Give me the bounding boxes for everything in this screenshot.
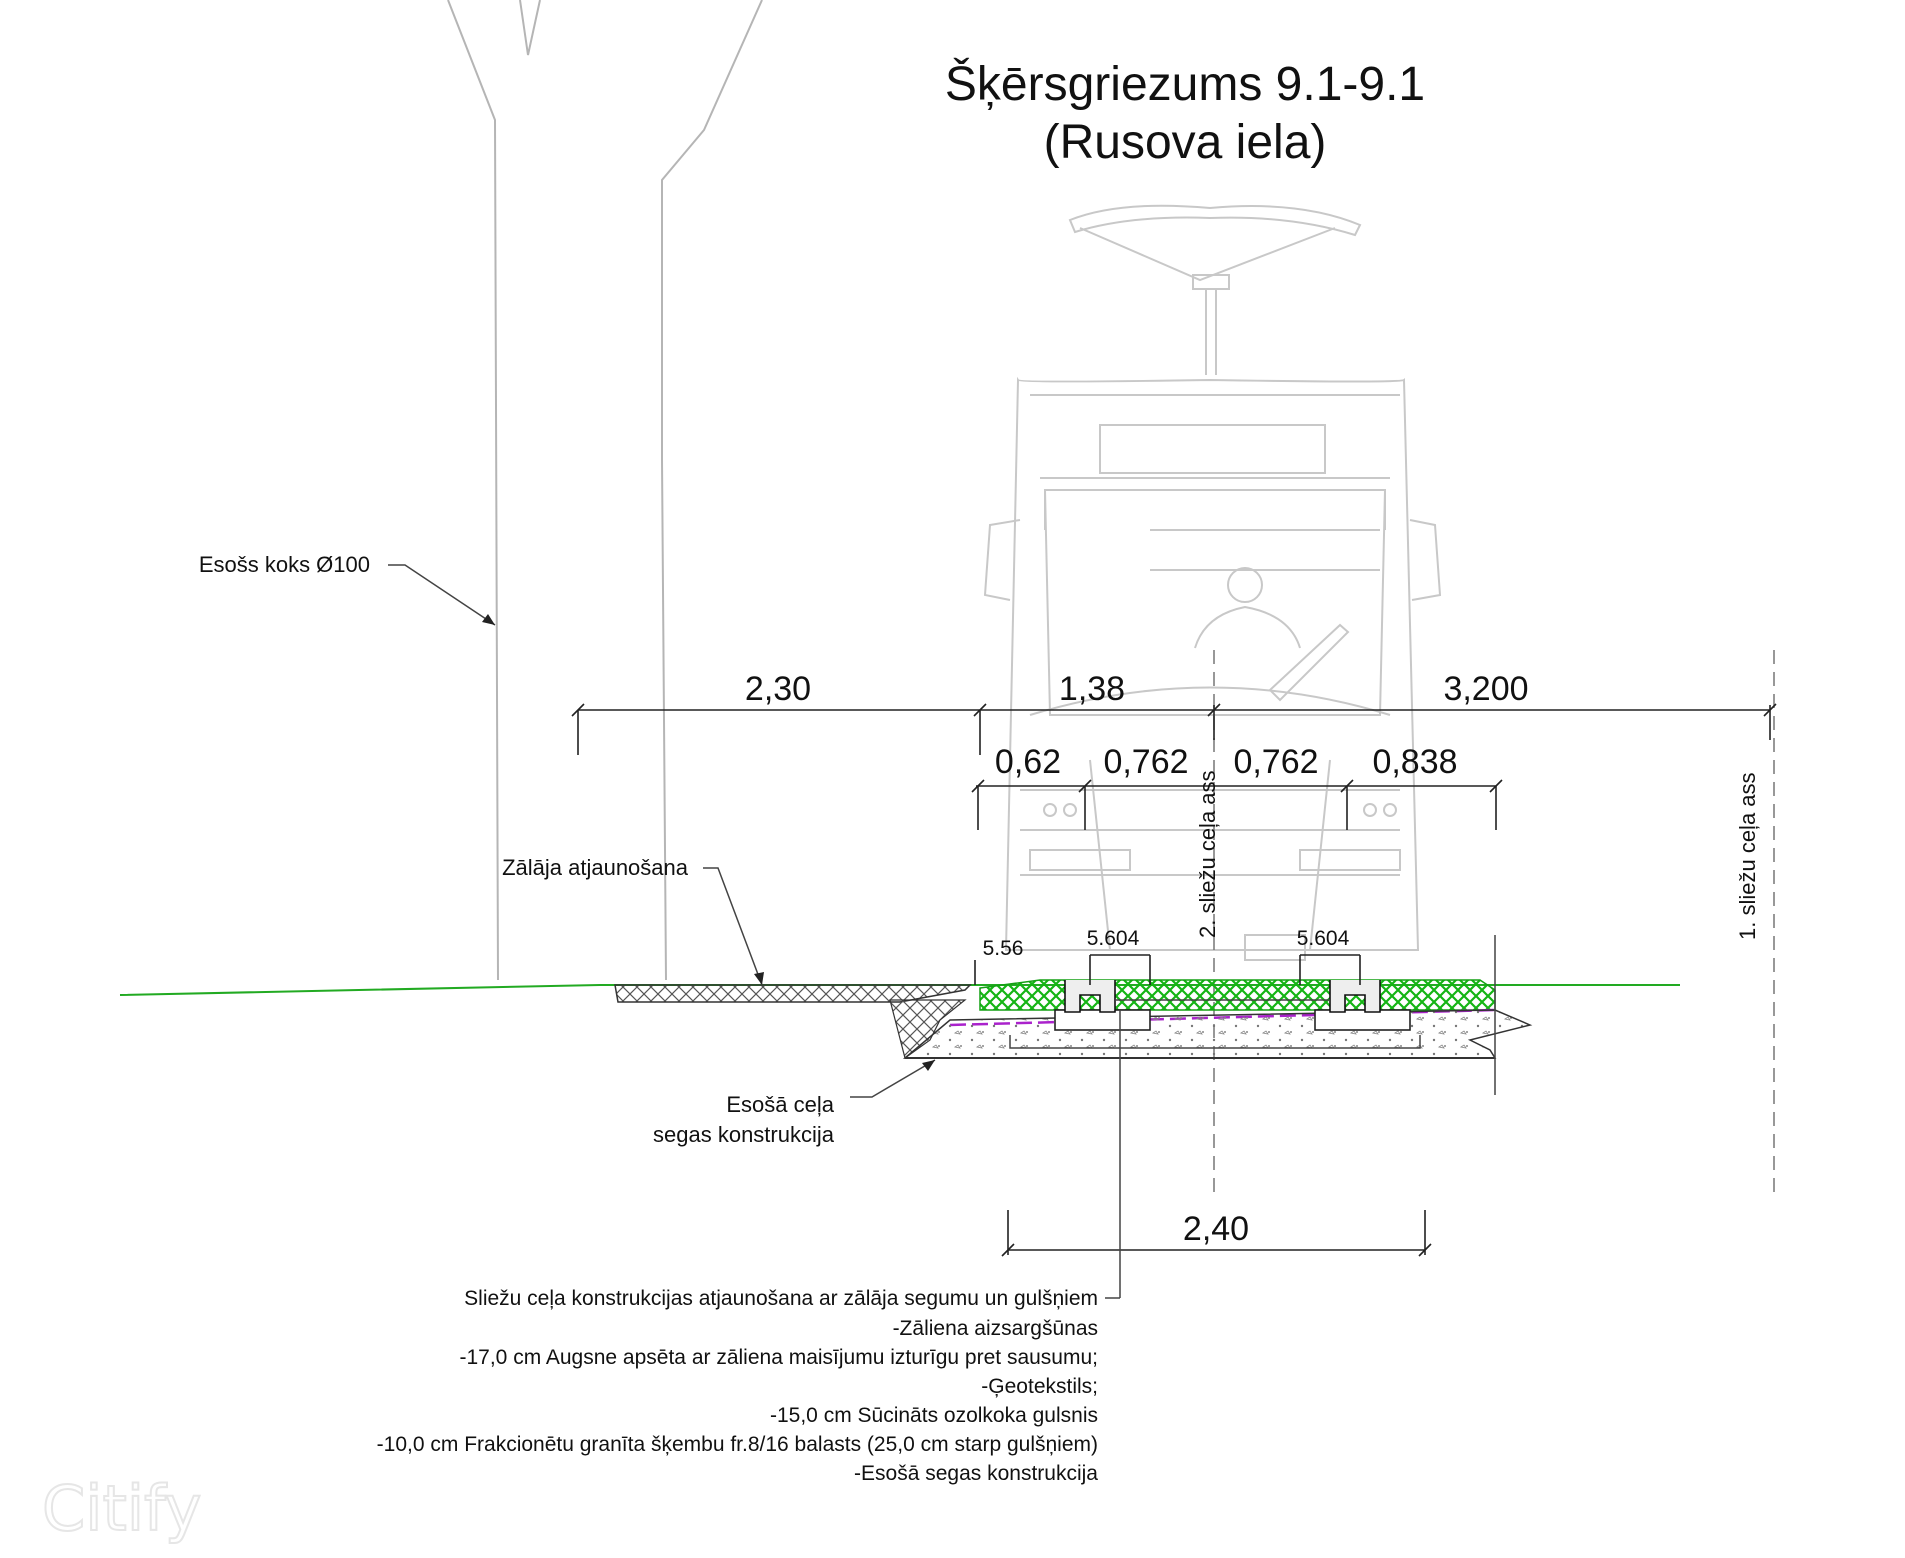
note-line: -17,0 cm Augsne apsēta ar zāliena maisījumu izturīgu pret sausumu; (459, 1346, 1098, 1369)
tree-label: Esošs koks Ø100 (198, 552, 370, 577)
dim-top-mid: 1,38 (1058, 670, 1126, 708)
dim-d2: 0,762 (1103, 743, 1189, 781)
dim-d4: 0,838 (1372, 743, 1458, 781)
road-label-line-2: segas konstrukcija (653, 1122, 834, 1147)
note-line: -10,0 cm Frakcionētu granīta šķembu fr.8/16 balasts (25,0 cm starp gulšņiem) (376, 1433, 1098, 1456)
grass-label: Zālāja atjaunošana (502, 855, 688, 880)
dim-rail-left: 5.604 (1086, 927, 1140, 950)
ground-section (120, 935, 1680, 1095)
dim-d1: 0,62 (994, 743, 1062, 781)
track-axes (1214, 650, 1774, 1200)
note-line: -Esošā segas konstrukcija (854, 1462, 1098, 1485)
construction-notes (377, 1287, 1099, 1485)
dim-top-right: 3,200 (1443, 670, 1529, 708)
title-line-2: (Rusova iela) (1043, 116, 1327, 169)
dim-top-left: 2,30 (744, 670, 812, 708)
dim-rail-right: 5.604 (1296, 927, 1350, 950)
existing-tree (448, 0, 762, 980)
dim-d3: 0,762 (1233, 743, 1319, 781)
note-line: -Zāliena aizsargšūnas (892, 1317, 1098, 1340)
axis-1-label: 1. sliežu ceļa ass (1735, 772, 1760, 940)
watermark-logo: Citify (42, 1472, 202, 1545)
title-line-1: Šķērsgriezums 9.1-9.1 (944, 58, 1426, 111)
road-label-line-1: Esošā ceļa (726, 1092, 834, 1117)
note-line: -15,0 cm Sūcināts ozolkoka gulsnis (770, 1404, 1098, 1427)
dim-bottom: 2,40 (1182, 1210, 1250, 1248)
note-line: Sliežu ceļa konstrukcijas atjaunošana ar zālāja segumu un gulšņiem (464, 1287, 1098, 1310)
note-line: -Ģeotekstils; (981, 1375, 1098, 1398)
axis-2-label: 2. sliežu ceļa ass (1195, 770, 1220, 938)
dim-edge: 5.56 (982, 937, 1024, 960)
